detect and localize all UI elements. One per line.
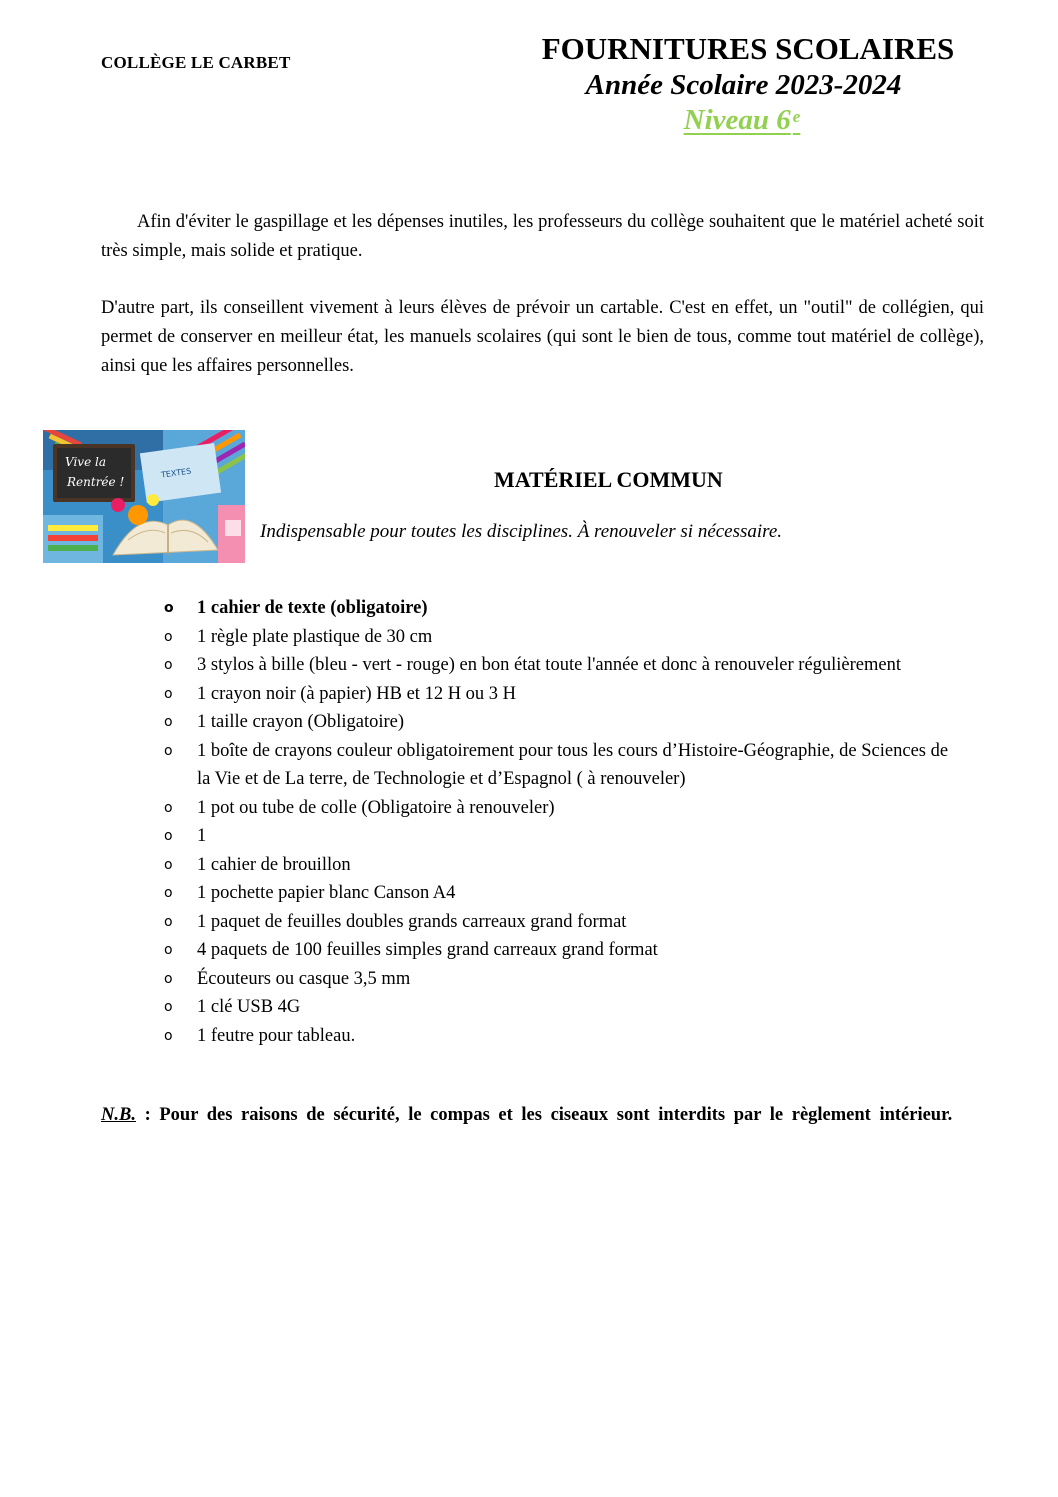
chalkboard-line-1: Vive la (65, 455, 106, 469)
list-item-text: 1 paquet de feuilles doubles grands carreaux grand format (197, 911, 627, 932)
bullet-icon: o (164, 600, 174, 616)
title-block (500, 30, 990, 138)
notebook (140, 443, 221, 503)
list-item (164, 965, 964, 994)
list-item (164, 680, 964, 709)
back-to-school-picture (43, 430, 245, 563)
nb-text: : Pour des raisons de sécurité, le compas et les ciseaux sont interdits par le règlement intérieur. (135, 1105, 953, 1125)
bullet-icon: o (164, 828, 173, 844)
list-item-text: 3 stylos à bille (bleu - vert - rouge) en bon état toute l'année et donc à renouveler régulièrement (197, 655, 902, 675)
list-item-text: 1 (197, 826, 207, 846)
list-item (164, 993, 964, 1022)
bullet-icon: o (164, 942, 173, 958)
list-item (164, 623, 964, 652)
list-item-text: 4 paquets de 100 feuilles simples grand carreaux grand format (197, 940, 658, 960)
school-name: COLLÈGE LE CARBET (101, 53, 291, 72)
bullet-icon: o (164, 1027, 173, 1044)
list-item (164, 794, 964, 823)
list-item-text: 1 cahier de brouillon (197, 854, 351, 875)
document-title: FOURNITURES SCOLAIRES (541, 31, 955, 66)
bullet-icon: o (164, 685, 173, 702)
list-item (164, 936, 964, 965)
chalkboard-line-2: Rentrée ! (67, 475, 125, 489)
list-item-text: 1 boîte de crayons couleur obligatoirement pour tous les cours d’Histoire-Géographie, de Sciences de la Vie et de La terre, de Technologie et d’Espagnol ( à renouveler) (197, 740, 949, 789)
section-note: Indispensable pour toutes les disciplines. À renouveler si nécessaire. (260, 521, 783, 542)
bullet-icon: o (164, 742, 173, 759)
bullet-icon: o (164, 913, 173, 930)
list-item-text: 1 taille crayon (Obligatoire) (197, 712, 405, 732)
list-item-text: Écouteurs ou casque 3,5 mm (197, 968, 411, 989)
list-item-text: 1 clé USB 4G (197, 997, 301, 1017)
bullet-icon: o (164, 714, 173, 730)
section-heading: MATÉRIEL COMMUN (494, 467, 723, 492)
list-item-text: 1 pot ou tube de colle (Obligatoire à renouveler) (197, 797, 555, 818)
list-item (164, 708, 964, 737)
bullet-icon: o (164, 628, 173, 645)
list-item-text: 1 pochette papier blanc Canson A4 (197, 883, 456, 903)
grade-level-text: Niveau 6 (683, 104, 791, 136)
school-year: Année Scolaire 2023-2024 (585, 69, 902, 101)
intro-paragraph-2: D'autre part, ils conseillent vivement à leurs élèves de prévoir un cartable. C'est en effet, un "outil" de collégien, qui permet de conserver en meilleur état, les manuels scolaires (qui sont le bien de tous, comme tout matériel de collège), ainsi que les affaires personnelles. (101, 298, 984, 376)
bullet-icon: o (164, 856, 173, 873)
supply-list (164, 594, 964, 1050)
chalkboard (53, 444, 135, 502)
list-item (164, 879, 964, 908)
list-item (164, 651, 964, 680)
list-item (164, 1022, 964, 1051)
bullet-icon: o (164, 799, 173, 816)
bullet-icon: o (164, 657, 173, 673)
nb-note (101, 1103, 984, 1127)
list-item-text: 1 cahier de texte (obligatoire) (197, 598, 428, 618)
notebook-label: TEXTES (160, 466, 192, 480)
list-item-text: 1 feutre pour tableau. (197, 1025, 356, 1046)
list-item (164, 851, 964, 880)
list-item (164, 594, 964, 623)
bullet-icon: o (164, 999, 173, 1015)
bullet-icon: o (164, 970, 173, 987)
nb-label: N.B. (101, 1105, 136, 1125)
grade-level (684, 102, 801, 138)
list-item (164, 908, 964, 937)
list-item-text: 1 crayon noir (à papier) HB et 12 H ou 3 H (197, 683, 517, 704)
list-item (164, 822, 964, 851)
list-item (164, 737, 964, 794)
bullet-icon: o (164, 885, 173, 901)
grade-level-superscript: e (792, 107, 801, 126)
list-item-text: 1 règle plate plastique de 30 cm (197, 626, 433, 647)
intro-paragraph-1: Afin d'éviter le gaspillage et les dépenses inutiles, les professeurs du collège souhaitent que le matériel acheté soit très simple, mais solide et pratique. (101, 212, 984, 261)
